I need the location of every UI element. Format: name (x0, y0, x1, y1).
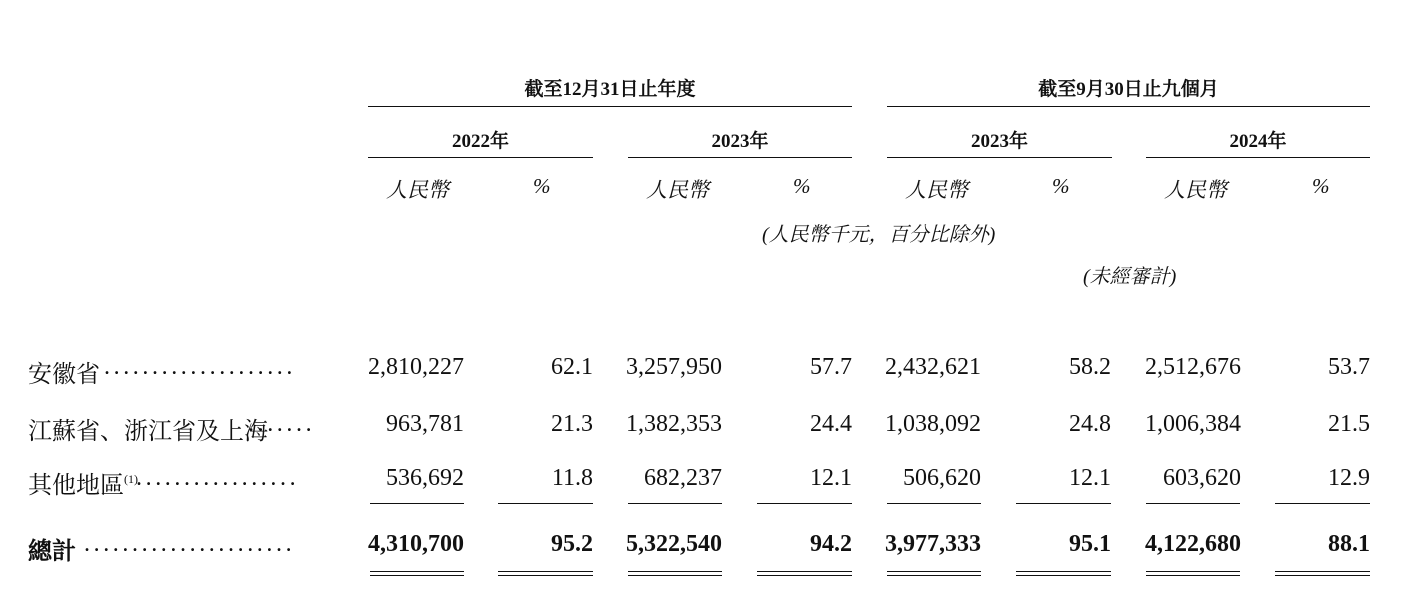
unit-percent: % (533, 174, 551, 198)
year-header-2022-rule (368, 157, 593, 158)
cell-value: 506,620 (903, 465, 981, 491)
unit-currency: 人民幣 (1164, 178, 1227, 202)
total-double-rule (498, 571, 593, 576)
cell-value: 12.9 (1328, 465, 1370, 491)
total-double-rule (370, 571, 464, 576)
cell-value: 58.2 (1069, 354, 1111, 380)
cell-value: 1,382,353 (626, 411, 722, 437)
subtotal-rule (757, 503, 852, 504)
cell-value: 536,692 (386, 465, 464, 491)
total-double-rule (1146, 571, 1240, 576)
cell-value: 2,432,621 (885, 354, 981, 380)
total-value: 95.1 (1069, 531, 1111, 557)
row-leader-dots: ....... (248, 411, 316, 437)
total-value: 94.2 (810, 531, 852, 557)
period-header-nine-months: 截至9月30日止九個月 (1038, 79, 1219, 100)
subtotal-rule (1016, 503, 1111, 504)
row-label: 其他地區$^{(1)}$ (28, 472, 138, 499)
row-label: 安徽省 (28, 362, 100, 388)
cell-value: 603,620 (1163, 465, 1241, 491)
cell-value: 24.8 (1069, 411, 1111, 437)
total-double-rule (628, 571, 722, 576)
cell-value: 24.4 (810, 411, 852, 437)
subtotal-rule (370, 503, 464, 504)
unit-percent: % (793, 174, 811, 198)
cell-value: 12.1 (810, 465, 852, 491)
cell-value: 53.7 (1328, 354, 1370, 380)
total-value: 4,310,700 (368, 531, 464, 557)
year-header-2022: 2022年 (451, 131, 509, 152)
cell-value: 11.8 (551, 465, 593, 491)
row-leader-dots: ...................... (84, 531, 296, 557)
year-header-2024-rule (1146, 157, 1370, 158)
total-double-rule (757, 571, 852, 576)
cell-value: 2,512,676 (1145, 354, 1241, 380)
unaudited-note: (未經審計) (1083, 266, 1177, 288)
year-header-2023-annual: 2023年 (711, 131, 769, 152)
total-double-rule (887, 571, 981, 576)
total-double-rule (1275, 571, 1370, 576)
row-leader-dots: .................... (104, 354, 296, 380)
year-header-2023-interim-rule (887, 157, 1112, 158)
unit-currency: 人民幣 (905, 178, 968, 202)
cell-value: 2,810,227 (368, 354, 464, 380)
cell-value: 12.1 (1069, 465, 1111, 491)
subtotal-rule (1275, 503, 1370, 504)
footnote-marker: (1) (124, 472, 138, 486)
period-header-year: 截至12月31日止年度 (524, 79, 696, 100)
total-value: 4,122,680 (1145, 531, 1241, 557)
unit-currency: 人民幣 (646, 178, 709, 202)
year-header-2023-annual-rule (628, 157, 852, 158)
cell-value: 21.3 (551, 411, 593, 437)
total-value: 3,977,333 (885, 531, 981, 557)
total-value: 88.1 (1328, 531, 1370, 557)
cell-value: 3,257,950 (626, 354, 722, 380)
cell-value: 963,781 (386, 411, 464, 437)
period-header-nine-months-rule (887, 106, 1370, 107)
year-header-2024: 2024年 (1229, 131, 1287, 152)
cell-value: 21.5 (1328, 411, 1370, 437)
subtotal-rule (1146, 503, 1240, 504)
period-header-year-rule (368, 106, 852, 107)
unit-percent: % (1312, 174, 1330, 198)
row-label: 江蘇省、浙江省及上海 (28, 419, 268, 445)
currency-note: (人民幣千元，百分比除外) (762, 224, 996, 246)
year-header-2023-interim: 2023年 (970, 131, 1028, 152)
subtotal-rule (887, 503, 981, 504)
cell-value: 1,006,384 (1145, 411, 1241, 437)
row-leader-dots: ................. (136, 465, 300, 491)
unit-percent: % (1052, 174, 1070, 198)
subtotal-rule (628, 503, 722, 504)
cell-value: 682,237 (644, 465, 722, 491)
total-double-rule (1016, 571, 1111, 576)
total-value: 95.2 (551, 531, 593, 557)
row-label-total: 總計 (28, 539, 76, 565)
cell-value: 57.7 (810, 354, 852, 380)
cell-value: 1,038,092 (885, 411, 981, 437)
subtotal-rule (498, 503, 593, 504)
unit-currency: 人民幣 (386, 178, 449, 202)
total-value: 5,322,540 (626, 531, 722, 557)
cell-value: 62.1 (551, 354, 593, 380)
